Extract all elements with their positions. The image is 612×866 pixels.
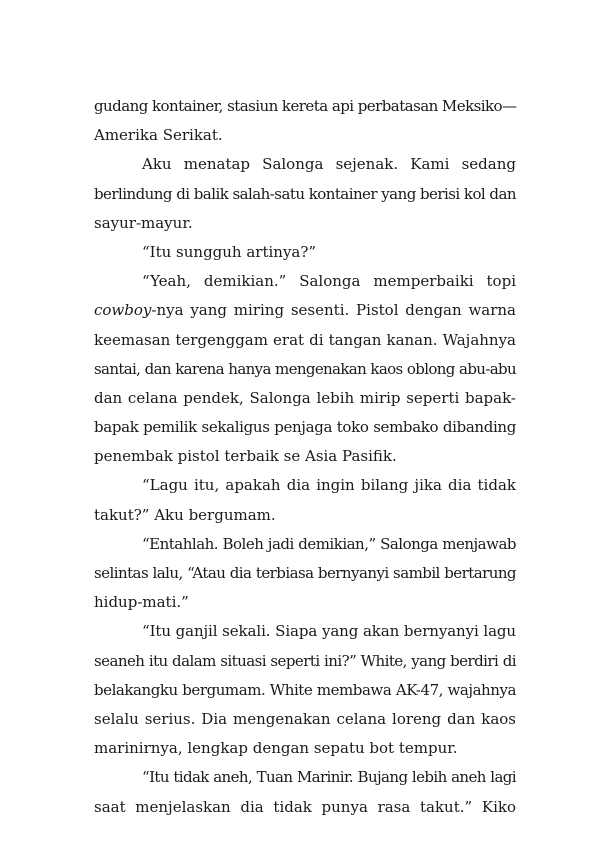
line-text: sayur-mayur. [94, 213, 193, 232]
text-line [94, 384, 516, 413]
text-line [94, 296, 516, 325]
text-line [94, 705, 516, 734]
text-line [94, 734, 516, 763]
text-line [94, 647, 516, 676]
line-text: “Entahlah. Boleh jadi demikian,” Salonga menjawab [142, 534, 516, 553]
line-text: -nya yang miring sesenti. Pistol dengan warna [151, 301, 516, 320]
line-text: hidup-mati.” [94, 593, 189, 612]
text-line [94, 588, 516, 617]
text-line [94, 355, 516, 384]
text-line [94, 150, 516, 179]
line-text: takut?” Aku bergumam. [94, 505, 276, 524]
line-text: keemasan tergenggam erat di tangan kanan. Wajahnya [94, 330, 516, 349]
line-text: “Yeah, demikian.” Salonga memperbaiki topi [142, 272, 516, 291]
text-line [94, 413, 516, 442]
text-line [94, 92, 516, 121]
text-line [94, 763, 516, 792]
line-text: seaneh itu dalam situasi seperti ini?” White, yang berdiri di [94, 651, 516, 670]
line-text: dan celana pendek, Salonga lebih mirip seperti bapak- [94, 388, 516, 407]
line-text: saat menjelaskan dia tidak punya rasa takut.” Kiko [94, 797, 516, 816]
text-line [94, 121, 516, 150]
line-text: berlindung di balik salah-satu kontainer yang berisi kol dan [94, 184, 516, 203]
line-text: bapak pemilik sekaligus penjaga toko sembako dibanding [94, 418, 516, 437]
line-text: “Itu sungguh artinya?” [142, 242, 317, 261]
line-text: selintas lalu, “Atau dia terbiasa bernyanyi sambil bertarung [94, 564, 516, 582]
text-line [94, 442, 516, 471]
line-text: Aku menatap Salonga sejenak. Kami sedang [142, 155, 516, 174]
italic-word: cowboy [94, 301, 152, 320]
text-line [94, 559, 516, 588]
line-text: santai, dan karena hanya mengenakan kaos oblong abu-abu [94, 359, 516, 378]
line-text: penembak pistol terbaik se Asia Pasifik. [94, 447, 397, 466]
text-line [94, 471, 516, 500]
text-line [94, 180, 516, 209]
text-line [94, 501, 516, 530]
text-line [94, 676, 516, 705]
text-line [94, 209, 516, 238]
text-line [94, 617, 516, 646]
line-text: gudang kontainer, stasiun kereta api perbatasan Meksiko— [94, 97, 517, 115]
line-text: selalu serius. Dia mengenakan celana loreng dan kaos [94, 709, 516, 728]
text-line [94, 530, 516, 559]
line-text: “Lagu itu, apakah dia ingin bilang jika dia tidak [142, 476, 516, 495]
line-text: “Itu ganjil sekali. Siapa yang akan bernyanyi lagu [142, 622, 516, 641]
text-line [94, 326, 516, 355]
text-line [94, 238, 516, 267]
text-line [94, 793, 516, 822]
text-line [94, 267, 516, 296]
line-text: Amerika Serikat. [94, 126, 223, 145]
body-text [94, 92, 516, 822]
line-text: “Itu tidak aneh, Tuan Marinir. Bujang lebih aneh lagi [142, 768, 516, 787]
line-text: belakangku bergumam. White membawa AK-47, wajahnya [94, 680, 516, 699]
line-text: marinirnya, lengkap dengan sepatu bot tempur. [94, 739, 458, 758]
